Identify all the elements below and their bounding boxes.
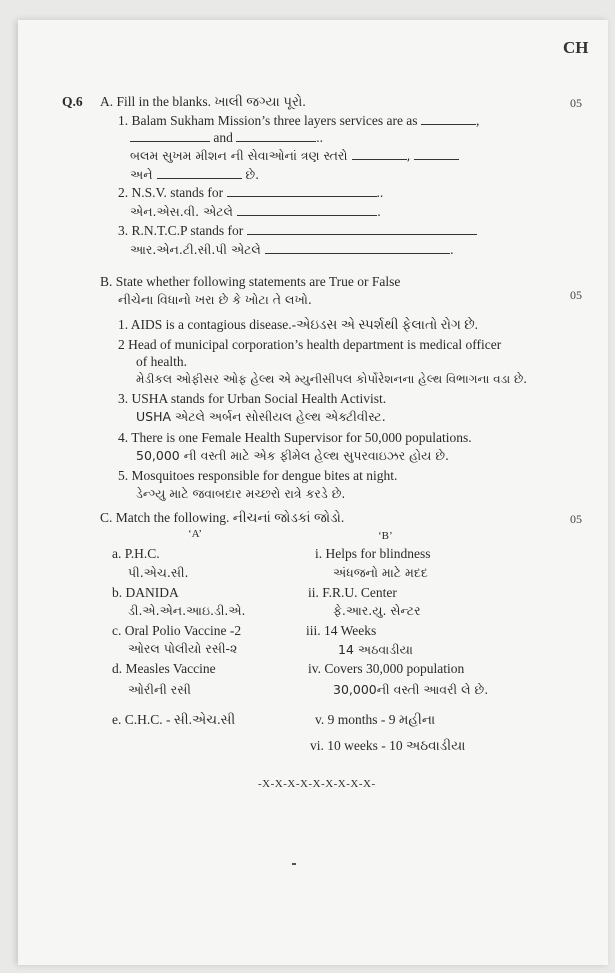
a-q1-gu: બલમ સુખમ મીશન ની સેવાઓનાં ત્રણ સ્તરો , — [130, 147, 459, 164]
match-right-ii: ii. F.R.U. Center — [308, 585, 397, 600]
match-right-ii-gu: ફે.આર.યુ. સેન્ટર — [333, 603, 421, 618]
b-s2-a: 2 Head of municipal corporation’s health department is medical officer — [118, 337, 502, 352]
a-q3-gu: આર.એન.ટી.સી.પી એટલે . — [130, 242, 454, 257]
match-left-a: a. P.H.C. — [112, 546, 160, 561]
blank — [237, 203, 377, 216]
match-right-iii: iii. 14 Weeks — [306, 623, 377, 638]
match-right-iii-gu: 14 અઠવાડીયા — [338, 642, 413, 657]
section-c-heading: C. Match the following. નીચનાં જોડકાં જોડો. — [100, 510, 345, 525]
b-s3: 3. USHA stands for Urban Social Health Activist. — [118, 391, 387, 406]
match-left-d-gu: ઓરીની રસી — [128, 682, 191, 697]
blank — [227, 184, 377, 197]
b-s5-gu: ડેન્ગ્યુ માટે જવાબદાર મચ્છરો રાત્રે કરડે છે. — [136, 486, 346, 501]
blank — [265, 241, 450, 254]
a-q2-en: 2. N.S.V. stands for .. — [118, 185, 384, 200]
section-b-heading: B. State whether following statements are True or False — [100, 274, 401, 289]
blank — [352, 147, 407, 160]
b-s1: 1. AIDS is a contagious disease.-એઇડસ એ સ્પર્શથી ફેલાતો રોગ છે. — [118, 317, 479, 332]
question-number: Q.6 — [62, 94, 83, 109]
match-left-a-gu: પી.એચ.સી. — [128, 565, 189, 580]
match-left-c-gu: ઓરલ પોલીયો રસી-૨ — [128, 641, 238, 656]
section-b-heading-gu: નીચેના વિધાનો ખરા છે કે ખોટા તે લખો. — [118, 292, 312, 307]
section-b-marks: 05 — [570, 288, 582, 302]
exam-page — [18, 20, 608, 965]
b-s4: 4. There is one Female Health Supervisor for 50,000 populations. — [118, 430, 472, 445]
match-right-v: v. 9 months - 9 મહીના — [315, 712, 436, 727]
blank — [414, 147, 459, 160]
section-a-marks: 05 — [570, 96, 582, 110]
corner-label: CH — [563, 38, 589, 57]
b-s4-gu: 50,000 ની વસ્તી માટે એક ફીમેલ હેલ્થ સુપરવાઇઝર હોય છે. — [136, 448, 450, 463]
section-a-heading: A. Fill in the blanks. ખાલી જગ્યા પૂરો. — [100, 94, 306, 109]
match-left-c: c. Oral Polio Vaccine -2 — [112, 623, 242, 638]
a-q3-en: 3. R.N.T.C.P stands for — [118, 222, 477, 239]
b-s2-b: of health. — [136, 354, 187, 369]
blank — [130, 129, 210, 142]
match-right-iv: iv. Covers 30,000 population — [308, 661, 465, 676]
match-left-e: e. C.H.C. - સી.એચ.સી — [112, 712, 236, 727]
blank — [247, 222, 477, 235]
ink-dot — [292, 863, 296, 865]
b-s3-gu: USHA એટલે અર્બન સોસીયલ હેલ્થ એક્ટીવીસ્ટ. — [136, 409, 386, 424]
match-left-b-gu: ડી.એ.એન.આઇ.ડી.એ. — [128, 603, 246, 618]
blank — [421, 112, 476, 125]
match-left-b: b. DANIDA — [112, 585, 179, 600]
b-s2-gu: મેડીકલ ઓફીસર ઓફ હેલ્થ એ મ્યુનીસીપલ કોર્પોરેશનના હેલ્થ વિભાગના વડા છે. — [136, 372, 528, 386]
column-b-label: ‘B’ — [378, 530, 393, 542]
b-s5: 5. Mosquitoes responsible for dengue bites at night. — [118, 468, 398, 483]
match-left-d: d. Measles Vaccine — [112, 661, 216, 676]
match-right-vi: vi. 10 weeks - 10 અઠવાડીયા — [310, 738, 466, 753]
blank — [157, 166, 242, 179]
end-marker: -X-X-X-X-X-X-X-X-X- — [258, 778, 376, 790]
a-q1-en: 1. Balam Sukham Mission’s three layers services are as , — [118, 113, 480, 128]
a-q1-gu-line2: અને છે. — [130, 167, 260, 182]
a-q1-en-line2: and .. — [130, 129, 323, 146]
match-right-i-gu: અંધજનો માટે મદદ — [333, 565, 428, 580]
column-a-label: ‘A’ — [188, 528, 203, 540]
blank — [236, 129, 316, 142]
a-q2-gu: એન.એસ.વી. એટલે . — [130, 204, 381, 219]
section-c-marks: 05 — [570, 512, 582, 526]
match-right-iv-gu: 30,000ની વસ્તી આવરી લે છે. — [333, 682, 489, 697]
match-right-i: i. Helps for blindness — [315, 546, 431, 561]
